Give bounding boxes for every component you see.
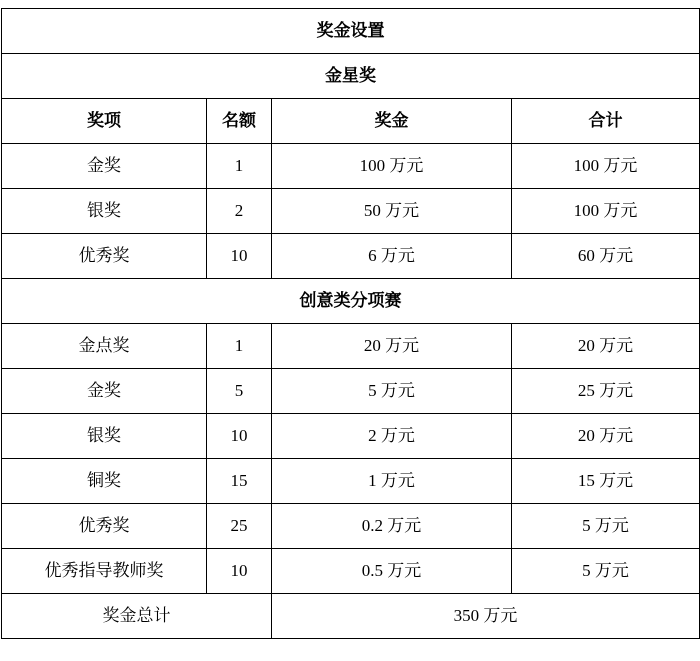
total-value: 350 万元 [272, 594, 700, 639]
cell-quota: 10 [207, 234, 272, 279]
column-header-award: 奖项 [2, 99, 207, 144]
table-row-section-header [2, 54, 700, 99]
cell-award: 铜奖 [2, 459, 207, 504]
cell-prize: 5 万元 [272, 369, 512, 414]
cell-prize: 50 万元 [272, 189, 512, 234]
table-row-section-header [2, 279, 700, 324]
cell-quota: 1 [207, 324, 272, 369]
cell-award: 优秀指导教师奖 [2, 549, 207, 594]
cell-quota: 15 [207, 459, 272, 504]
cell-award: 金奖 [2, 369, 207, 414]
table-row-footer [2, 594, 700, 639]
cell-quota: 10 [207, 414, 272, 459]
cell-total: 100 万元 [512, 144, 700, 189]
column-header-prize: 奖金 [272, 99, 512, 144]
section-title-creative-category: 创意类分项赛 [2, 279, 700, 324]
cell-quota: 5 [207, 369, 272, 414]
table-row [2, 504, 700, 549]
table-row-title [2, 9, 700, 54]
cell-prize: 100 万元 [272, 144, 512, 189]
table-row [2, 549, 700, 594]
cell-award: 金点奖 [2, 324, 207, 369]
table-row [2, 459, 700, 504]
cell-prize: 20 万元 [272, 324, 512, 369]
table-row [2, 144, 700, 189]
cell-total: 20 万元 [512, 324, 700, 369]
cell-prize: 0.5 万元 [272, 549, 512, 594]
document-title: 奖金设置 [2, 9, 700, 54]
table-row-column-headers [2, 99, 700, 144]
cell-quota: 10 [207, 549, 272, 594]
cell-quota: 2 [207, 189, 272, 234]
cell-award: 银奖 [2, 414, 207, 459]
column-header-quota: 名额 [207, 99, 272, 144]
cell-award: 优秀奖 [2, 504, 207, 549]
cell-total: 100 万元 [512, 189, 700, 234]
total-label: 奖金总计 [2, 594, 272, 639]
cell-quota: 1 [207, 144, 272, 189]
cell-award: 优秀奖 [2, 234, 207, 279]
cell-prize: 2 万元 [272, 414, 512, 459]
cell-total: 20 万元 [512, 414, 700, 459]
cell-total: 60 万元 [512, 234, 700, 279]
cell-total: 15 万元 [512, 459, 700, 504]
table-row [2, 369, 700, 414]
cell-total: 25 万元 [512, 369, 700, 414]
cell-quota: 25 [207, 504, 272, 549]
cell-award: 银奖 [2, 189, 207, 234]
cell-award: 金奖 [2, 144, 207, 189]
cell-prize: 0.2 万元 [272, 504, 512, 549]
table-row [2, 414, 700, 459]
section-title-gold-star: 金星奖 [2, 54, 700, 99]
cell-prize: 6 万元 [272, 234, 512, 279]
table-row [2, 324, 700, 369]
prize-settings-table [1, 8, 700, 639]
cell-prize: 1 万元 [272, 459, 512, 504]
table-row [2, 189, 700, 234]
column-header-total: 合计 [512, 99, 700, 144]
document-page [0, 8, 700, 661]
table-row [2, 234, 700, 279]
cell-total: 5 万元 [512, 549, 700, 594]
cell-total: 5 万元 [512, 504, 700, 549]
